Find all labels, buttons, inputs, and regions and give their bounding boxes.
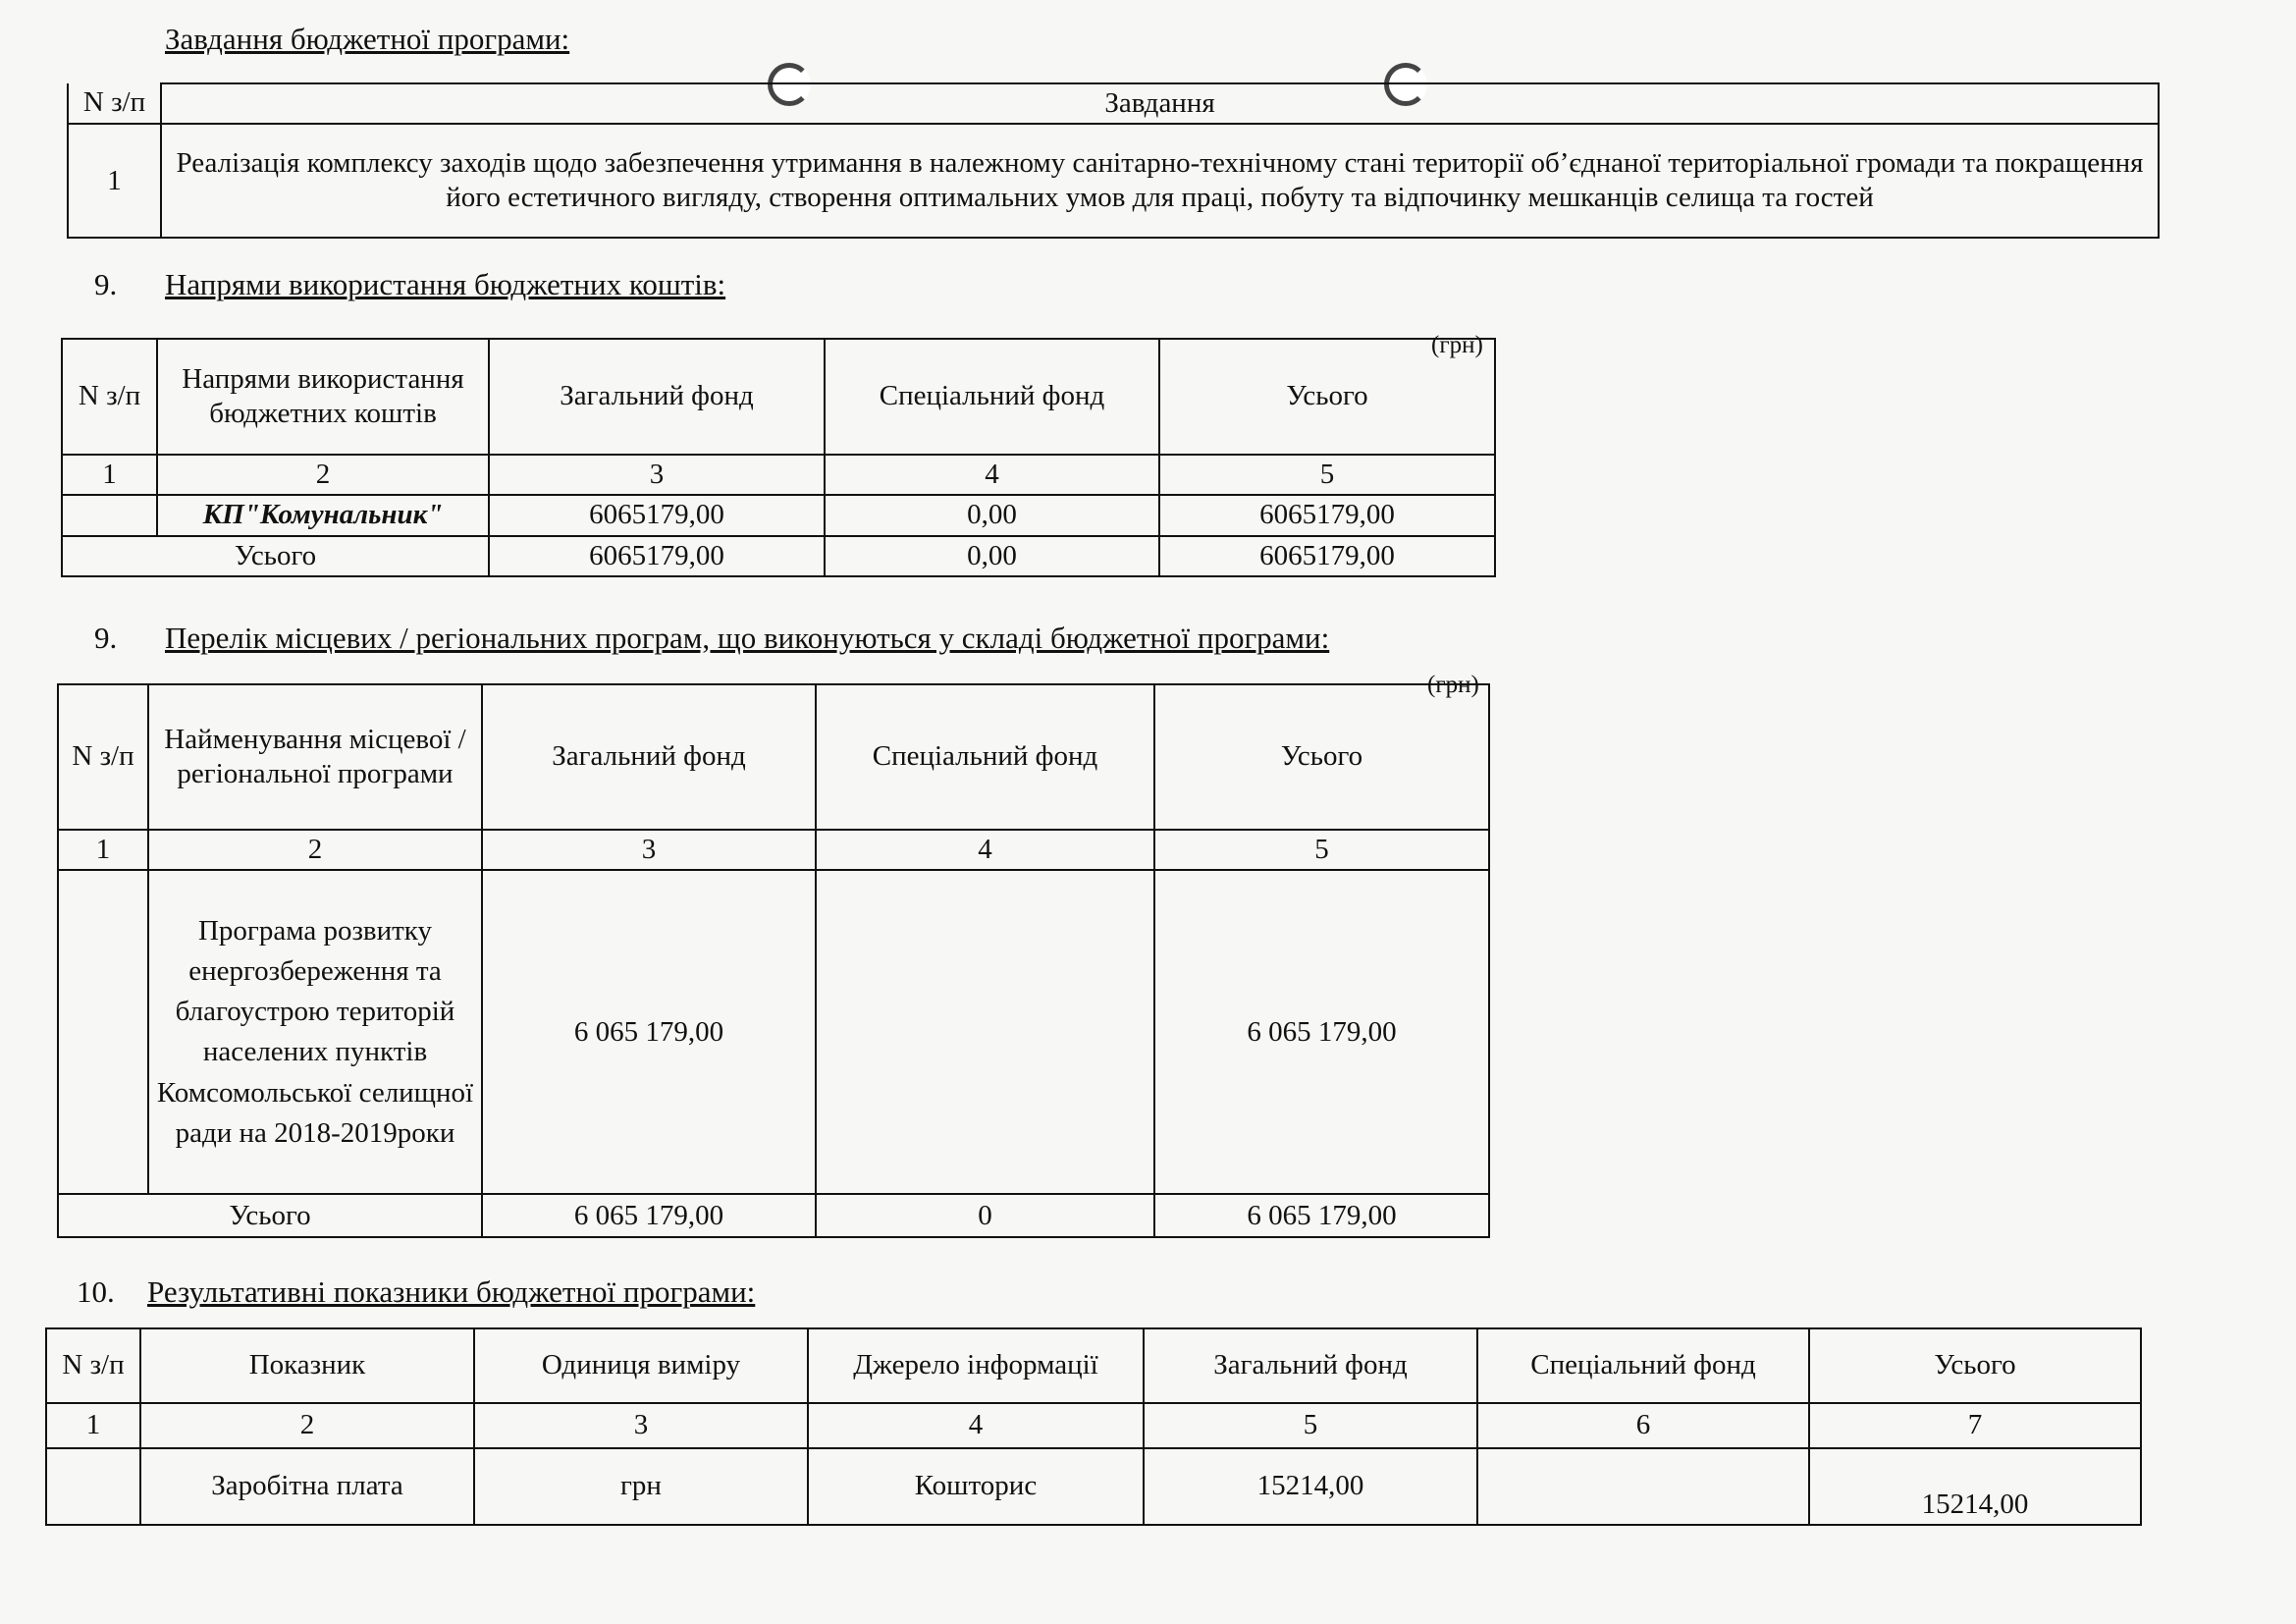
indicators-row-special	[1477, 1448, 1809, 1525]
directions-header-name: Напрями використання бюджетних коштів	[157, 339, 489, 455]
programs-colnum: 4	[816, 830, 1154, 870]
tasks-row-n: 1	[68, 124, 161, 238]
indicators-colnum: 3	[474, 1403, 808, 1448]
indicators-row-unit: грн	[474, 1448, 808, 1525]
directions-total-label: Усього	[62, 536, 489, 576]
directions-row-special: 0,00	[825, 495, 1159, 535]
directions-header-general: Загальний фонд	[489, 339, 825, 455]
programs-total-general: 6 065 179,00	[482, 1194, 816, 1237]
tasks-table	[67, 82, 2160, 239]
directions-colnum: 3	[489, 455, 825, 495]
indicators-colnum: 6	[1477, 1403, 1809, 1448]
directions-total-special: 0,00	[825, 536, 1159, 576]
indicators-colnum: 4	[808, 1403, 1144, 1448]
indicators-header-total: Усього	[1809, 1328, 2141, 1403]
indicators-row-general: 15214,00	[1144, 1448, 1477, 1525]
directions-row-total: 6065179,00	[1159, 495, 1495, 535]
directions-colnum: 4	[825, 455, 1159, 495]
programs-header-name: Найменування місцевої / регіональної програми	[148, 684, 482, 830]
directions-row-name: КП"Комунальник"	[157, 495, 489, 535]
programs-row-special	[816, 870, 1154, 1194]
programs-row-n	[58, 870, 148, 1194]
indicators-colnum: 1	[46, 1403, 140, 1448]
directions-table	[61, 338, 1496, 577]
programs-header-general: Загальний фонд	[482, 684, 816, 830]
programs-header-n: N з/п	[58, 684, 148, 830]
indicators-row-n	[46, 1448, 140, 1525]
programs-total-special: 0	[816, 1194, 1154, 1237]
indicators-table	[45, 1327, 2142, 1526]
programs-header-special: Спеціальний фонд	[816, 684, 1154, 830]
directions-row-general: 6065179,00	[489, 495, 825, 535]
directions-unit: (грн)	[1431, 332, 1483, 358]
programs-colnum: 2	[148, 830, 482, 870]
indicators-header-special: Спеціальний фонд	[1477, 1328, 1809, 1403]
tasks-heading: Завдання бюджетної програми:	[165, 22, 570, 56]
directions-header-total: Усього	[1159, 339, 1495, 455]
indicators-colnum: 5	[1144, 1403, 1477, 1448]
indicators-header-name: Показник	[140, 1328, 474, 1403]
indicators-heading: 10. Результативні показники бюджетної програми:	[77, 1274, 756, 1309]
programs-total-total: 6 065 179,00	[1154, 1194, 1489, 1237]
programs-heading: 9. Перелік місцевих / регіональних програм, що виконуються у складі бюджетної програми:	[94, 621, 1330, 655]
directions-colnum: 2	[157, 455, 489, 495]
directions-heading: 9. Напрями використання бюджетних коштів:	[94, 267, 726, 301]
indicators-row-name: Заробітна плата	[140, 1448, 474, 1525]
programs-row-general: 6 065 179,00	[482, 870, 816, 1194]
directions-total-total: 6065179,00	[1159, 536, 1495, 576]
tasks-row-task: Реалізація комплексу заходів щодо забезпечення утримання в належному санітарно-технічному стані території об’єднаної територіальної громади та покращення його естетичного вигляду, створення оптимальних умов для праці, побуту та відпочинку мешканців селища та гостей	[161, 124, 2159, 238]
programs-unit: (грн)	[1427, 672, 1479, 698]
programs-colnum: 1	[58, 830, 148, 870]
tasks-header-n: N з/п	[68, 83, 161, 124]
indicators-colnum: 2	[140, 1403, 474, 1448]
indicators-header-unit: Одиниця виміру	[474, 1328, 808, 1403]
programs-colnum: 5	[1154, 830, 1489, 870]
directions-header-special: Спеціальний фонд	[825, 339, 1159, 455]
programs-row-name: Програма розвитку енергозбереження та благоустрою територій населених пунктів Комсомольської селищної ради на 2018-2019роки	[148, 870, 482, 1194]
tasks-header-task: Завдання	[161, 83, 2159, 124]
directions-total-general: 6065179,00	[489, 536, 825, 576]
programs-table	[57, 683, 1490, 1238]
indicators-header-n: N з/п	[46, 1328, 140, 1403]
indicators-row-total: 15214,00	[1809, 1448, 2141, 1525]
directions-header-n: N з/п	[62, 339, 157, 455]
directions-colnum: 5	[1159, 455, 1495, 495]
programs-header-total: Усього	[1154, 684, 1489, 830]
programs-total-label: Усього	[58, 1194, 482, 1237]
indicators-row-source: Кошторис	[808, 1448, 1144, 1525]
indicators-colnum: 7	[1809, 1403, 2141, 1448]
indicators-header-source: Джерело інформації	[808, 1328, 1144, 1403]
directions-row-n	[62, 495, 157, 535]
directions-colnum: 1	[62, 455, 157, 495]
programs-colnum: 3	[482, 830, 816, 870]
indicators-header-general: Загальний фонд	[1144, 1328, 1477, 1403]
programs-row-total: 6 065 179,00	[1154, 870, 1489, 1194]
